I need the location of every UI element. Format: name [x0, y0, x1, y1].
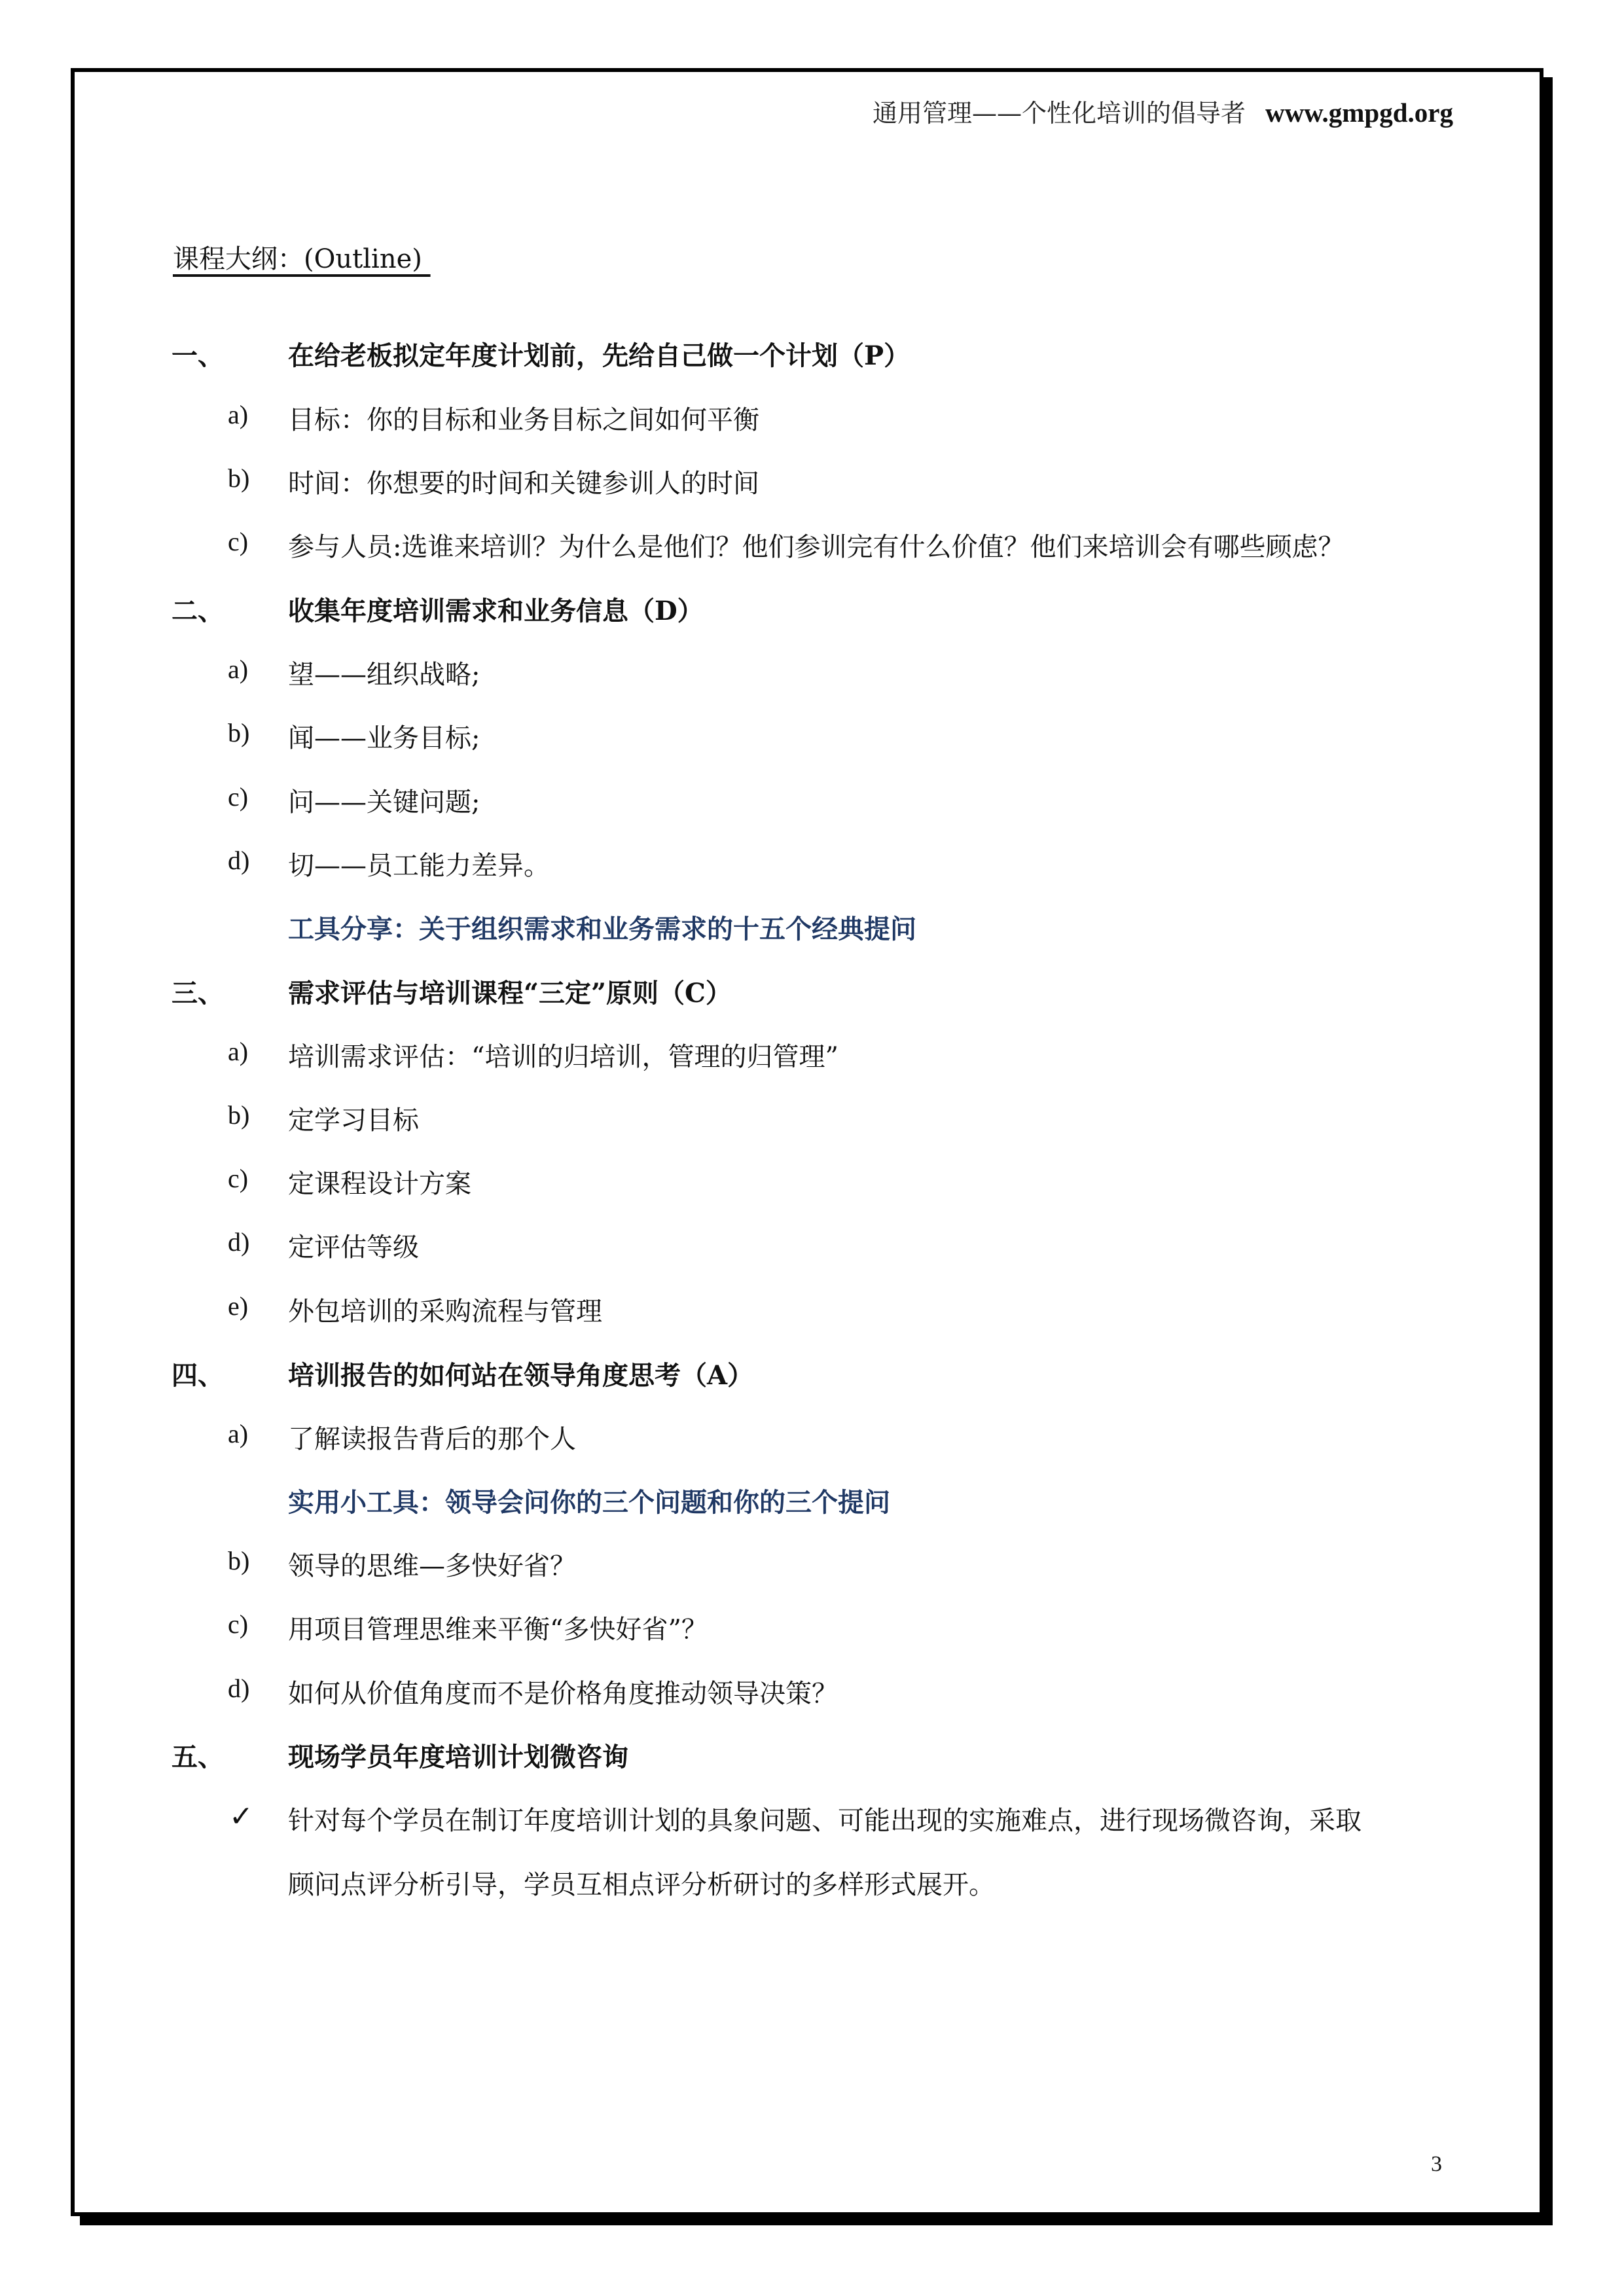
list-item [0, 1545, 1624, 1585]
section-number: 一、 [171, 340, 224, 371]
list-item [0, 1163, 1624, 1202]
item-marker: c) [228, 1609, 249, 1639]
item-marker: b) [228, 1546, 250, 1575]
list-item [0, 781, 1624, 821]
item-text: 参与人员:选谁来培训？为什么是他们？他们参训完有什么价值？他们来培训会有哪些顾虑？ [288, 532, 1344, 562]
item-marker: b) [228, 463, 250, 493]
list-item [0, 1227, 1624, 1266]
item-text: 了解读报告背后的那个人 [288, 1424, 576, 1454]
item-marker: d) [228, 1227, 250, 1257]
list-item [0, 463, 1624, 502]
list-item [0, 717, 1624, 757]
header-site-link[interactable]: www.gmpgd.org [1265, 98, 1453, 128]
item-text: 用项目管理思维来平衡“多快好省”？ [288, 1615, 708, 1645]
section-title: 培训报告的如何站在领导角度思考（A） [288, 1360, 754, 1391]
header-tagline: 通用管理——个性化培训的倡导者 [872, 99, 1246, 128]
item-text: 外包培训的采购流程与管理 [288, 1297, 602, 1327]
item-text: 问——关键问题; [288, 787, 480, 817]
item-text: 切——员工能力差异。 [288, 851, 550, 881]
list-item [0, 1291, 1624, 1330]
item-text: 培训需求评估：“培训的归培训，管理的归管理” [288, 1042, 839, 1072]
list-item [0, 845, 1624, 884]
section-title: 现场学员年度培训计划微咨询 [288, 1742, 628, 1772]
item-marker: a) [228, 1037, 249, 1066]
list-item [0, 654, 1624, 693]
item-marker: a) [228, 655, 249, 684]
section-number: 二、 [171, 596, 224, 626]
item-text: 顾问点评分析引导，学员互相点评分析研讨的多样形式展开。 [288, 1870, 995, 1900]
item-text: 望——组织战略; [288, 660, 480, 690]
item-marker: e) [228, 1291, 249, 1321]
section-number: 五、 [171, 1742, 224, 1772]
item-marker: d) [228, 1674, 250, 1703]
item-marker: c) [228, 527, 249, 556]
tool-text: 实用小工具：领导会问你的三个问题和你的三个提问 [288, 1487, 890, 1518]
item-text: 定学习目标 [288, 1105, 419, 1136]
item-marker: c) [228, 782, 249, 812]
list-item [0, 1100, 1624, 1139]
tool-share-note [0, 908, 1624, 948]
section-title: 收集年度培训需求和业务信息（D） [288, 596, 704, 626]
item-marker: d) [228, 846, 250, 875]
section-number: 四、 [171, 1360, 224, 1391]
item-text: 针对每个学员在制订年度培训计划的具象问题、可能出现的实施难点，进行现场微咨询，采取 [288, 1806, 1362, 1836]
section-title: 在给老板拟定年度计划前，先给自己做一个计划（P） [288, 340, 911, 371]
item-marker: b) [228, 718, 250, 747]
item-marker: c) [228, 1164, 249, 1193]
tool-text: 工具分享：关于组织需求和业务需求的十五个经典提问 [288, 914, 916, 944]
section-heading-3 [0, 973, 1624, 1012]
page-number: 3 [1431, 2152, 1442, 2176]
item-text: 时间：你想要的时间和关键参训人的时间 [288, 469, 759, 499]
checkmark-icon: ✓ [229, 1800, 253, 1833]
item-text: 如何从价值角度而不是价格角度推动领导决策？ [288, 1679, 838, 1709]
item-text: 领导的思维—多快好省？ [288, 1551, 576, 1581]
section-title: 需求评估与培训课程“三定”原则（C） [288, 978, 732, 1009]
list-item [0, 1673, 1624, 1712]
check-list-continuation [0, 1864, 1624, 1903]
item-text: 目标：你的目标和业务目标之间如何平衡 [288, 405, 759, 435]
item-text: 定评估等级 [288, 1232, 419, 1263]
outline-title: 课程大纲：(Outline) [173, 244, 431, 274]
list-item [0, 526, 1624, 565]
section-heading-2 [0, 590, 1624, 630]
check-list-item [0, 1800, 1624, 1839]
section-number: 三、 [171, 978, 224, 1009]
list-item [0, 1036, 1624, 1075]
section-heading-5 [0, 1736, 1624, 1776]
section-heading-1 [0, 335, 1624, 374]
list-item [0, 399, 1624, 439]
list-item [0, 1418, 1624, 1458]
section-heading-4 [0, 1355, 1624, 1394]
item-marker: b) [228, 1100, 250, 1130]
tool-share-note [0, 1482, 1624, 1521]
item-text: 定课程设计方案 [288, 1169, 471, 1199]
item-marker: a) [228, 400, 249, 429]
item-marker: a) [228, 1419, 249, 1448]
list-item [0, 1609, 1624, 1648]
item-text: 闻——业务目标; [288, 723, 480, 753]
page-header [851, 93, 1453, 129]
